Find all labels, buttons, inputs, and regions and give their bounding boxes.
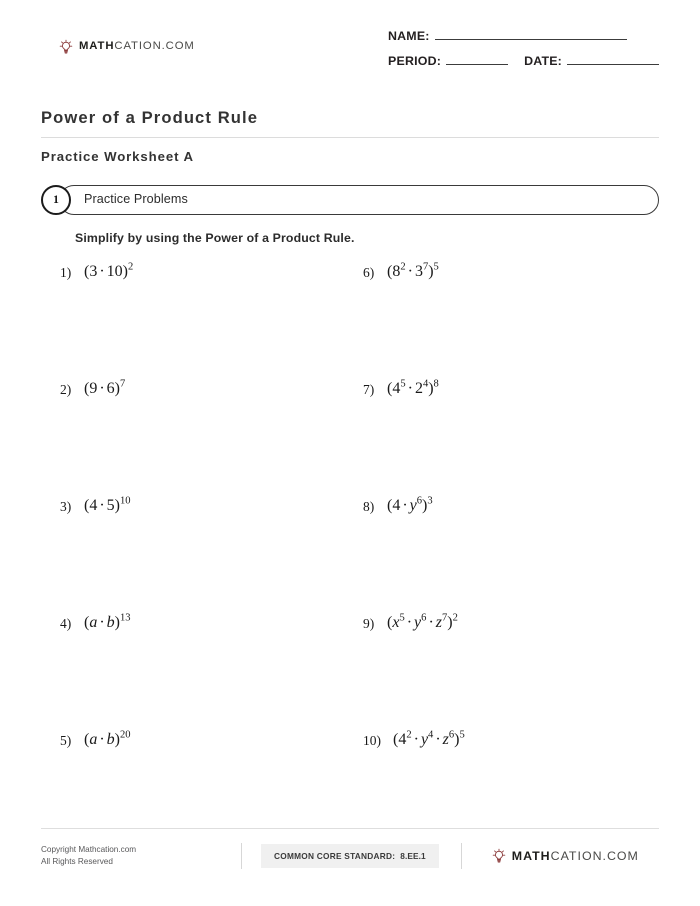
- footer-brand-wordmark: [512, 850, 639, 862]
- problem-item: [363, 380, 663, 497]
- name-label: NAME:: [388, 29, 430, 43]
- footer-separator-2: [461, 843, 462, 869]
- footer-brand-bold-text: MATH: [511, 848, 551, 863]
- footer-divider: [41, 828, 659, 829]
- brand-light-text: CATION.COM: [114, 40, 195, 53]
- footer-brand-light-text: CATION.COM: [550, 848, 639, 863]
- footer-separator-1: [241, 843, 242, 869]
- problem-expression: $(4^5 \cdot 2^4)^8$: [387, 378, 439, 397]
- problem-expression: $(3 \cdot 10)^2$: [84, 261, 134, 280]
- section-instruction: Simplify by using the Power of a Product Rule.: [75, 231, 355, 245]
- period-input-line[interactable]: [446, 53, 508, 65]
- problem-number: 5): [60, 733, 72, 748]
- title-divider: [41, 137, 659, 138]
- problem-number: 4): [60, 616, 72, 631]
- ccs-code: 8.EE.1: [400, 851, 426, 861]
- problem-number: 3): [60, 499, 72, 514]
- date-input-line[interactable]: [567, 53, 659, 65]
- problem-number: 8): [363, 499, 375, 514]
- problem-grid: [41, 263, 659, 783]
- problem-number: 2): [60, 382, 72, 397]
- problem-number: 10): [363, 733, 381, 748]
- footer-row: [41, 843, 659, 869]
- problem-item: [60, 497, 360, 614]
- problem-expression: $(4^2 \cdot y^4 \cdot z^6)^5$: [393, 729, 465, 748]
- lightbulb-icon: [492, 848, 506, 864]
- copyright-line-1: Copyright Mathcation.com: [41, 845, 137, 855]
- common-core-standard-badge: [261, 844, 439, 868]
- problem-expression: $(x^5 \cdot y^6 \cdot z^7)^2$: [387, 612, 458, 631]
- problem-expression: $(a \cdot b)^{13}$: [84, 612, 131, 631]
- problem-item: [60, 614, 360, 731]
- page-subtitle: Practice Worksheet A: [41, 149, 194, 164]
- copyright-text: [41, 844, 241, 868]
- problem-item: [363, 614, 663, 731]
- brand-wordmark: [79, 41, 195, 52]
- name-input-line[interactable]: [435, 28, 627, 40]
- problem-item: [60, 263, 360, 380]
- problem-expression: $(a \cdot b)^{20}$: [84, 729, 131, 748]
- problem-number: 1): [60, 265, 72, 280]
- section-number-badge: 1: [41, 185, 71, 215]
- period-label: PERIOD:: [388, 54, 442, 68]
- name-field-row: [388, 28, 659, 43]
- problem-number: 7): [363, 382, 375, 397]
- ccs-label: COMMON CORE STANDARD:: [274, 851, 396, 861]
- period-date-field-row: [388, 53, 659, 68]
- copyright-line-2: All Rights Reserved: [41, 857, 113, 866]
- footer-brand-logo: [492, 848, 639, 864]
- problem-expression: $(4 \cdot y^6)^3$: [387, 495, 433, 514]
- problem-number: 6): [363, 265, 375, 280]
- brand-logo: [41, 28, 195, 55]
- section-label: Practice Problems: [84, 192, 188, 206]
- page-footer: [41, 828, 659, 886]
- problem-item: [363, 263, 663, 380]
- problem-item: [363, 497, 663, 614]
- problem-expression: $(8^2 \cdot 3^7)^5$: [387, 261, 439, 280]
- student-info-fields: [388, 28, 659, 68]
- problem-number: 9): [363, 616, 375, 631]
- page-title: Power of a Product Rule: [41, 108, 259, 127]
- lightbulb-icon: [59, 39, 73, 55]
- date-label: DATE:: [524, 54, 562, 68]
- problem-column-right: [363, 263, 663, 848]
- problem-expression: $(4 \cdot 5)^{10}$: [84, 495, 131, 514]
- brand-bold-text: MATH: [79, 40, 115, 53]
- section-header: [41, 185, 659, 217]
- problem-item: [60, 380, 360, 497]
- page-header: [41, 0, 659, 86]
- problem-column-left: [60, 263, 360, 848]
- problem-expression: $(9 \cdot 6)^7$: [84, 378, 126, 397]
